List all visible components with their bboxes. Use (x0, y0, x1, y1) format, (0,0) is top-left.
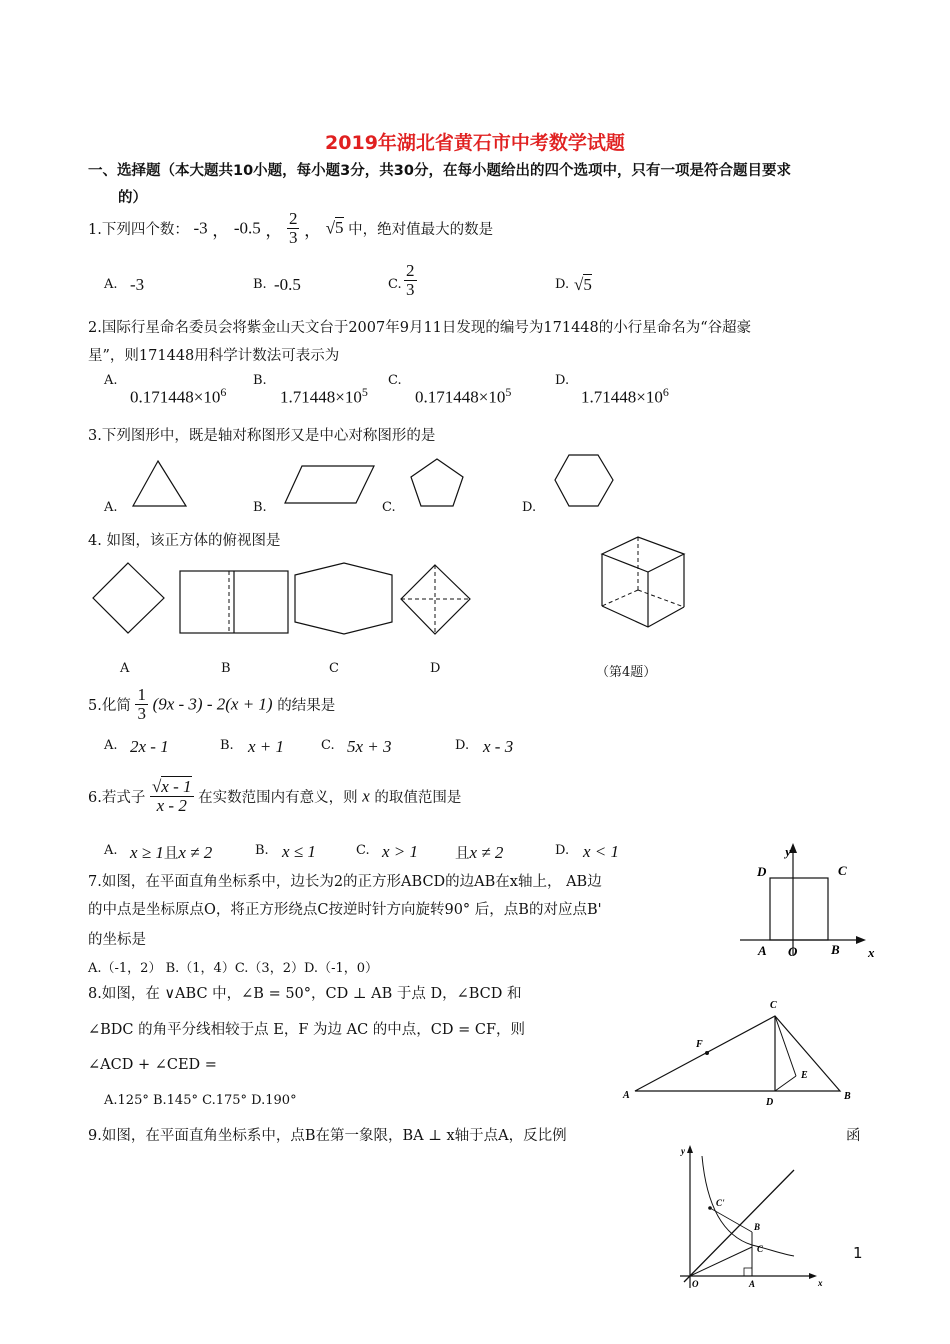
q3-d: D. (522, 500, 537, 515)
q2-a-label: A. (104, 373, 118, 388)
q1-opt-b-label: B. (253, 277, 267, 292)
q3-a: A. (104, 500, 118, 515)
q4-d: D (430, 661, 441, 676)
q1-stem-a: 1.下列四个数： (88, 221, 189, 238)
q8-triangle-figure (620, 996, 860, 1106)
fig7-x-label: x (868, 945, 875, 960)
q4-option-b-figure (177, 568, 293, 636)
q6-opt-a: x ≥ 1且x ≠ 2 (130, 843, 213, 862)
q1-opt-a-label: A. (104, 277, 118, 292)
q1-v1: -3 (193, 218, 208, 238)
q5-d-label: D. (455, 738, 470, 753)
q1-opt-b: -0.5 (274, 275, 301, 294)
q1-opt-c-label: C. (388, 277, 402, 292)
q1-v2: -0.5 (233, 218, 261, 238)
q6-c-label: C. (356, 843, 370, 858)
section-heading-cont: 的） (118, 190, 147, 206)
q1-opt-d-label: D. (555, 277, 570, 292)
question-1: 1.下列四个数： -3 ， -0.5 ， $\frac{2}{3}$ ， √5 中，绝对值最大的数是 (88, 209, 494, 247)
q1-fraction: $\frac{2}{3}$ (288, 209, 298, 247)
fig9-cprime-label: C' (716, 1198, 725, 1208)
q6-opt-d: x < 1 (583, 842, 620, 861)
fig9-a-label: A (749, 1279, 756, 1289)
section-heading: 一、选择题（本大题共10小题，每小题3分，共30分，在每小题给出的四个选项中，只有一项是符合题目要求 (88, 163, 791, 179)
q4-option-d-figure (398, 562, 474, 638)
fig9-o-label: O (692, 1279, 699, 1289)
q2-d-label: D. (555, 373, 570, 388)
fig9-c-label: C (757, 1244, 764, 1254)
q7-line1: 7.如图，在平面直角坐标系中，边长为2的正方形ABCD的边AB在x轴上， AB边 (88, 874, 602, 890)
q2-b-label: B. (253, 373, 267, 388)
fig7-y-label: y (785, 844, 791, 859)
q6-a-label: A. (104, 843, 118, 858)
q3-c: C. (382, 500, 396, 515)
fig7-c-label: C (838, 863, 847, 878)
q6-opt-b: x ≤ 1 (282, 842, 316, 861)
pentagon-figure (408, 456, 468, 510)
q2-opt-d: $1.71448\times 10^6$ (581, 385, 669, 407)
parallelogram-figure (282, 463, 378, 505)
fig7-o-label: O (788, 944, 798, 959)
page-title: 2019年湖北省黄石市中考数学试题 (325, 132, 625, 154)
fig9-x-label: x (818, 1278, 823, 1288)
fig8-a-label: A (623, 1090, 630, 1101)
q1-stem-b: 中，绝对值最大的数是 (348, 221, 494, 238)
cube-figure (596, 532, 690, 632)
q6-opt-c-cont: 且x ≠ 2 (455, 843, 504, 862)
q2-c-label: C. (388, 373, 402, 388)
q8-line1: 8.如图，在 ∨ABC 中，∠B = 50°，CD ⊥ AB 于点 D，∠BCD 和 (88, 986, 522, 1002)
q1-opt-c: $\frac{2}{3}$ (406, 261, 415, 299)
q5-opt-a: 2x - 1 (130, 737, 169, 756)
q8-line3: ∠ACD + ∠CED = (88, 1057, 217, 1073)
q7-line3: 的坐标是 (88, 932, 146, 948)
q1-opt-d: √5 (574, 275, 592, 294)
q4-option-c-figure (292, 560, 396, 638)
q5-b-label: B. (220, 738, 234, 753)
q4-a: A (120, 661, 130, 676)
q7-line2: 的中点是坐标原点O，将正方形绕点C按逆时针方向旋转90° 后，点B的对应点B' (88, 902, 602, 918)
q3-b: B. (253, 500, 267, 515)
q6-b-label: B. (255, 843, 269, 858)
q5-opt-d: x - 3 (483, 737, 514, 756)
fig8-e-label: E (801, 1070, 808, 1081)
q2-opt-c: $0.171448\times 10^5$ (415, 385, 512, 407)
fig8-c-label: C (770, 1000, 777, 1011)
question-6: 6.若式子 $\frac{√x - 1}{x - 2}$ 在实数范围内有意义，则 x 的取值范围是 (88, 777, 462, 815)
question-5: 5.化简 $\frac{1}{3}$ (9x - 3) - 2(x + 1) 的结果是 (88, 685, 336, 723)
q2-line1: 2.国际行星命名委员会将紫金山天文台于2007年9月11日发现的编号为171448的小行星命名为“谷超豪 (88, 320, 752, 336)
q9-coordinate-figure (672, 1140, 832, 1290)
q4-stem: 4. 如图，该正方体的俯视图是 (88, 533, 281, 549)
fig9-y-label: y (681, 1146, 685, 1156)
q9-line1: 9.如图，在平面直角坐标系中，点B在第一象限，BA ⊥ x轴于点A，反比例 (88, 1128, 567, 1144)
q6-opt-c: x > 1 (382, 842, 419, 861)
q5-expression: (9x - 3) - 2(x + 1) (152, 694, 273, 714)
q5-opt-c: 5x + 3 (347, 737, 392, 756)
q9-tail: 函 (846, 1128, 861, 1144)
fig7-b-label: B (831, 942, 840, 957)
fig7-d-label: D (757, 864, 767, 879)
q1-opt-a: -3 (130, 275, 145, 294)
q4-caption: （第4题） (596, 665, 657, 680)
page-number: 1 (853, 1244, 863, 1262)
q5-c-label: C. (321, 738, 335, 753)
fig9-b-label: B (754, 1222, 761, 1232)
fig8-d-label: D (766, 1097, 774, 1106)
q5-a-label: A. (104, 738, 118, 753)
triangle-figure (130, 458, 192, 510)
q4-b: B (221, 661, 231, 676)
q8-line2: ∠BDC 的角平分线相较于点 E，F 为边 AC 的中点，CD = CF，则 (88, 1022, 526, 1038)
fig8-f-label: F (696, 1039, 703, 1050)
q4-option-a-figure (90, 560, 170, 638)
q3-stem: 3.下列图形中，既是轴对称图形又是中心对称图形的是 (88, 428, 436, 444)
q4-c: C (329, 661, 339, 676)
q2-line2: 星”，则171448用科学计数法可表示为 (88, 348, 340, 364)
q2-opt-a: $0.171448\times 10^6$ (130, 385, 227, 407)
q6-d-label: D. (555, 843, 570, 858)
q7-options: A.（-1，2） B.（1，4）C.（3，2）D.（-1，0） (88, 961, 378, 976)
q1-sqrt: √5 (325, 218, 344, 238)
q2-opt-b: $1.71448\times 10^5$ (280, 385, 368, 407)
q8-options: A.125° B.145° C.175° D.190° (104, 1093, 297, 1108)
fig8-b-label: B (844, 1091, 851, 1102)
hexagon-figure (552, 452, 616, 510)
q5-opt-b: x + 1 (248, 737, 285, 756)
fig7-a-label: A (758, 943, 767, 958)
q7-coordinate-figure (738, 840, 878, 962)
